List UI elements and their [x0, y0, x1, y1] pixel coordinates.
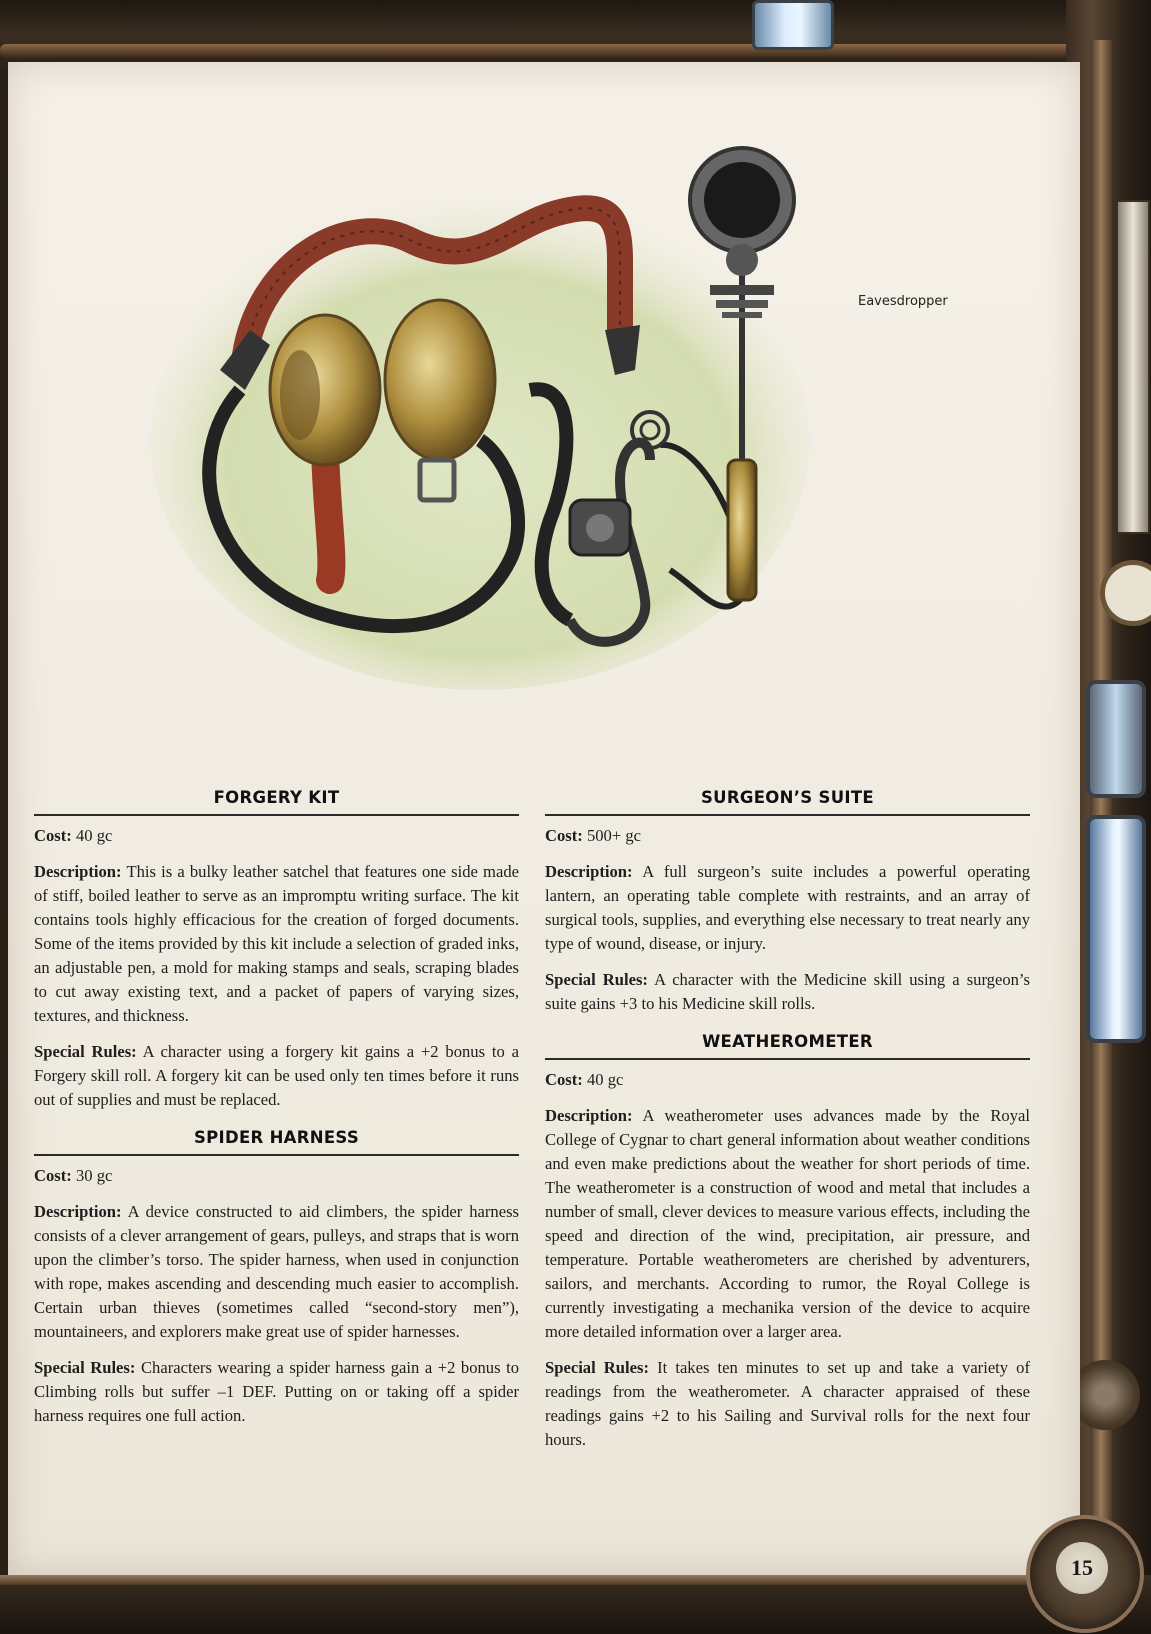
cost-value: 40 gc [75, 826, 113, 845]
lamp-decoration [1086, 680, 1146, 798]
section-title-forgery-kit: FORGERY KIT [34, 786, 519, 816]
surgeons-suite-description [545, 860, 1030, 956]
lamp-decoration [1086, 815, 1146, 1043]
surgeons-suite-rules [545, 968, 1030, 1016]
page-number: 15 [1056, 1542, 1108, 1594]
lamp-decoration [752, 0, 834, 50]
rules-label: Special Rules: [545, 1358, 649, 1377]
pipe-decoration [0, 1575, 1060, 1585]
spider-harness-cost [34, 1164, 519, 1188]
rules-label: Special Rules: [545, 970, 648, 989]
cog-decoration [1070, 1360, 1140, 1430]
section-title-surgeons-suite: SURGEON’S SUITE [545, 786, 1030, 816]
description-label: Description: [545, 1106, 633, 1125]
rules-text: A character using a forgery kit gains a +2 bonus to a Forgery skill roll. A forgery kit can be used only ten times before it runs out of supplies and must be replaced. [34, 1042, 520, 1109]
weatherometer-cost [545, 1068, 1030, 1092]
rules-label: Special Rules: [34, 1042, 137, 1061]
forgery-kit-rules [34, 1040, 519, 1112]
pipe-decoration [0, 44, 1100, 58]
thermometer-decoration [1116, 200, 1150, 534]
rules-text: It takes ten minutes to set up and take a variety of readings from the weatherometer. A character appraised of these readings gains +2 to his Sailing and Survival rolls for the next four hours. [545, 1358, 1031, 1449]
section-title-spider-harness: SPIDER HARNESS [34, 1126, 519, 1156]
cost-label: Cost: [545, 826, 583, 845]
section-title-weatherometer: WEATHEROMETER [545, 1030, 1030, 1060]
forgery-kit-cost [34, 824, 519, 848]
description-label: Description: [545, 862, 633, 881]
rules-label: Special Rules: [34, 1358, 136, 1377]
cost-label: Cost: [34, 826, 72, 845]
spider-harness-rules [34, 1356, 519, 1428]
rules-text: Characters wearing a spider harness gain a +2 bonus to Climbing rolls but suffer –1 DEF. Putting on or taking off a spider harness requires one full action. [34, 1358, 519, 1425]
description-label: Description: [34, 1202, 122, 1221]
weatherometer-description [545, 1104, 1030, 1344]
rules-text: A character with the Medicine skill using a surgeon’s suite gains +3 to his Medicine skill rolls. [545, 970, 1030, 1013]
description-text: A weatherometer uses advances made by the Royal College of Cygnar to chart general information about weather conditions and even make predictions about the weather for short periods of time. The weatherometer is a construction of wood and metal that includes a number of small, clever devices to measure various effects, including the speed and direction of the wind, precipitation, air pressure, and temperature. Portable weatherometers are cherished by adventurers, sailors, and merchants. According to rumor, the Royal College is currently investigating a mechanika version of the device to acquire more detailed information over a larger area. [545, 1106, 1031, 1341]
description-text: A full surgeon’s suite includes a powerful operating lantern, an operating table complete with restraints, and an array of surgical tools, supplies, and everything else necessary to treat nearly any type of wound, disease, or injury. [545, 862, 1031, 953]
left-column [34, 786, 519, 1440]
cost-value: 40 gc [586, 1070, 624, 1089]
description-text: A device constructed to aid climbers, the spider harness consists of a clever arrangement of gears, pulleys, and straps that is worn upon the climber’s torso. The spider harness, when used in conjunction with rope, makes ascending and descending much easier to accomplish. Certain urban thieves (sometimes called “second-story men”), mountaineers, and explorers make great use of spider harnesses. [34, 1202, 519, 1341]
surgeons-suite-cost [545, 824, 1030, 848]
weatherometer-rules [545, 1356, 1030, 1452]
cost-label: Cost: [545, 1070, 583, 1089]
cost-value: 500+ gc [586, 826, 642, 845]
cost-label: Cost: [34, 1166, 72, 1185]
illustration-caption: Eavesdropper [858, 294, 948, 309]
description-text: This is a bulky leather satchel that features one side made of stiff, boiled leather to serve as an impromptu writing surface. The kit contains tools highly efficacious for the creation of forged documents. Some of the items provided by this kit include a selection of graded inks, an adjustable pen, a mold for making stamps and seals, scraping blades to cut away existing text, and a packet of papers of varying sizes, textures, and thickness. [34, 862, 519, 1025]
frame-top [0, 0, 1151, 70]
spider-harness-description [34, 1200, 519, 1344]
cost-value: 30 gc [75, 1166, 113, 1185]
forgery-kit-description [34, 860, 519, 1028]
right-column [545, 786, 1030, 1464]
description-label: Description: [34, 862, 122, 881]
eavesdropper-illustration [150, 140, 840, 700]
